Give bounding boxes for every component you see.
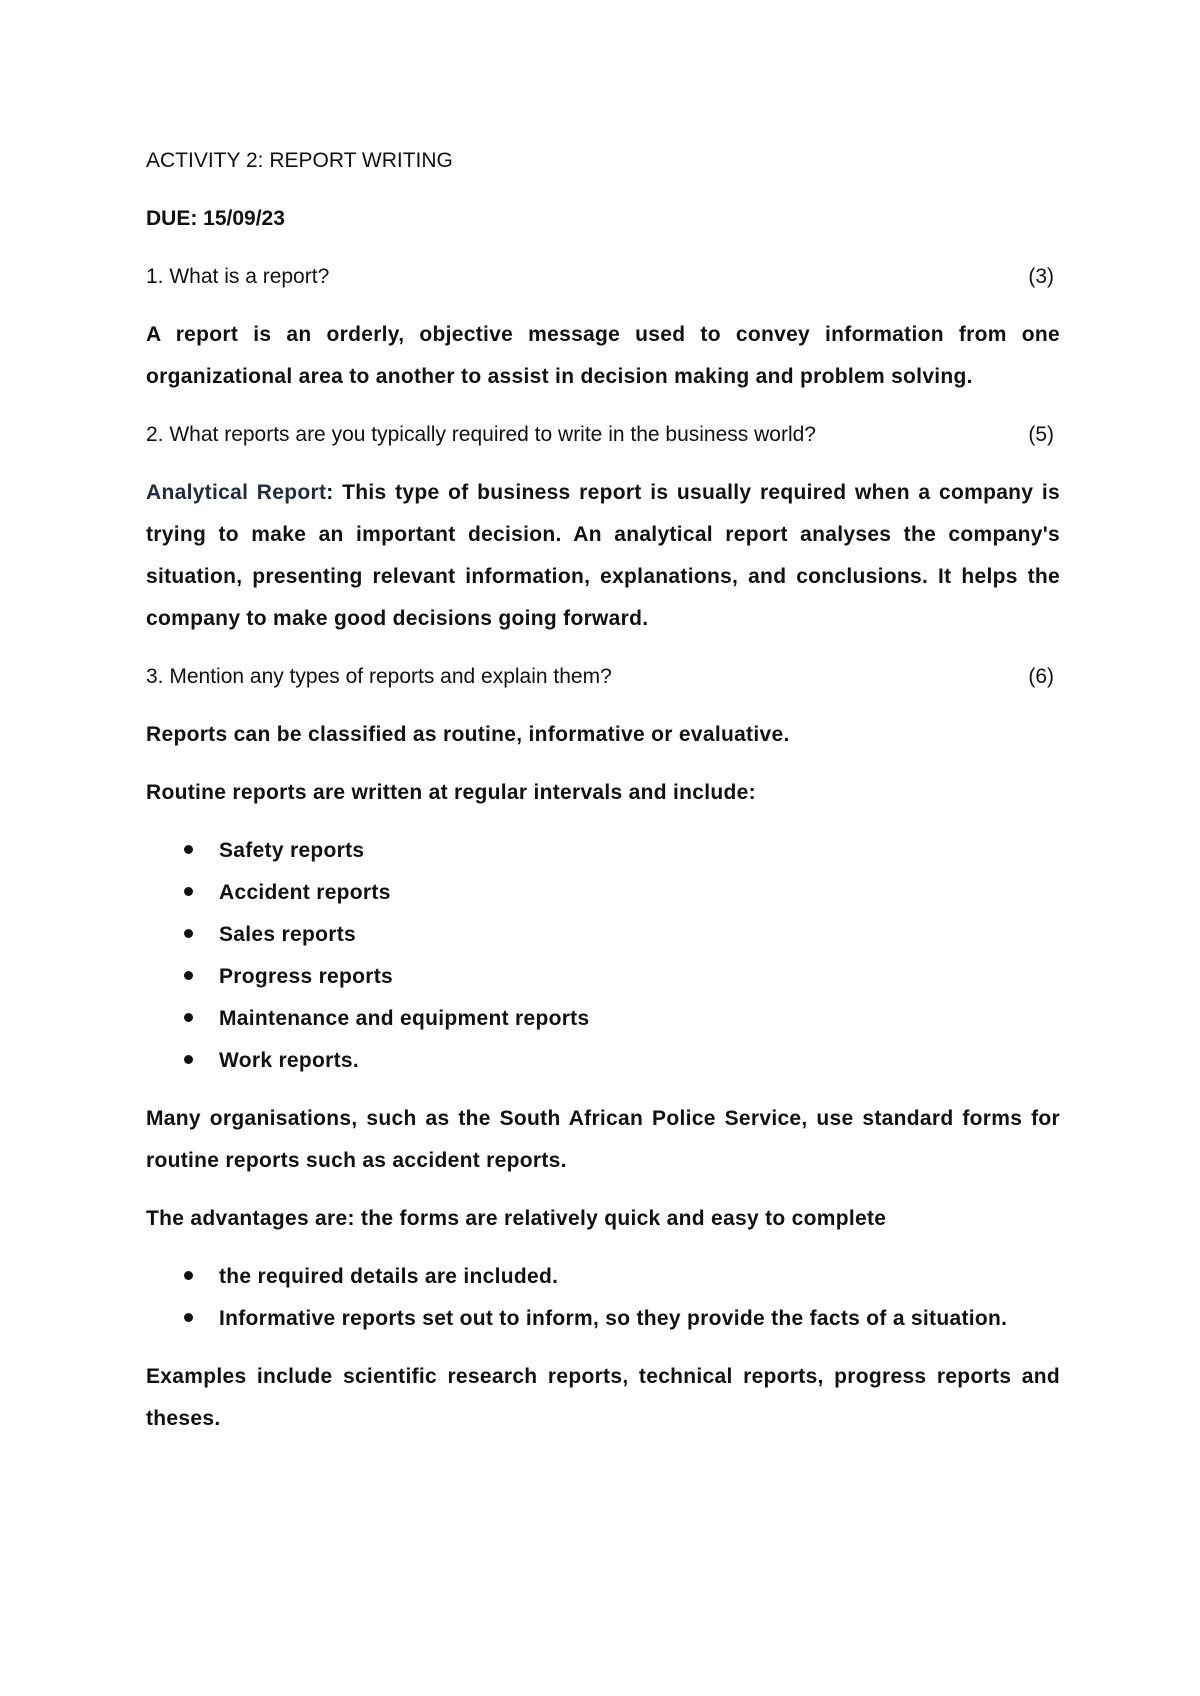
advantages-list [146,1256,1060,1340]
document-title: ACTIVITY 2: REPORT WRITING [146,149,453,172]
answer-2-body: : This type of business report is usually required when a company is trying to make an important decision. An analytical report analyses the company's situation, presenting relevant information, explanations, and conclusions. It helps the company to make good decisions going forward. [146,481,1060,630]
answer-3-standard-forms: Many organisations, such as the South African Police Service, use standard forms for routine reports such as accident reports. [146,1107,1060,1172]
list-item-text: Informative reports set out to inform, so they provide the facts of a situation. [219,1307,1008,1330]
list-item-text: Safety reports [219,839,365,862]
answer-3-routine-intro: Routine reports are written at regular intervals and include: [146,781,756,804]
answer-3-examples: Examples include scientific research reports, technical reports, progress reports and theses. [146,1365,1060,1430]
bullet-icon [184,1013,193,1022]
bullet-icon [184,887,193,896]
question-1-text: 1. What is a report? [146,265,330,288]
question-3-marks: (6) [1028,665,1054,688]
list-item [146,998,1060,1040]
list-item-text: the required details are included. [219,1265,559,1288]
bullet-icon [184,845,193,854]
answer-1: A report is an orderly, objective message used to convey information from one organizational area to another to assist in decision making and problem solving. [146,323,1060,388]
list-item [146,1256,1060,1298]
question-2-text: 2. What reports are you typically required to write in the business world? [146,423,816,446]
list-item [146,914,1060,956]
answer-3-classification: Reports can be classified as routine, informative or evaluative. [146,723,790,746]
answer-2-term: Analytical Report [146,481,327,504]
question-3 [146,656,1060,698]
answer-3-advantages: The advantages are: the forms are relatively quick and easy to complete [146,1207,887,1230]
document-page [146,140,1060,1440]
question-1-marks: (3) [1028,265,1054,288]
routine-report-list [146,830,1060,1082]
list-item-text: Sales reports [219,923,356,946]
list-item [146,1040,1060,1082]
question-3-text: 3. Mention any types of reports and explain them? [146,665,612,688]
question-2-marks: (5) [1028,423,1054,446]
due-date: DUE: 15/09/23 [146,207,285,230]
list-item [146,830,1060,872]
list-item-text: Work reports. [219,1049,360,1072]
bullet-icon [184,971,193,980]
question-2 [146,414,1060,456]
list-item [146,872,1060,914]
list-item [146,956,1060,998]
list-item-text: Accident reports [219,881,391,904]
list-item [146,1298,1060,1340]
bullet-icon [184,1313,193,1322]
list-item-text: Progress reports [219,965,394,988]
answer-2 [146,472,1060,640]
bullet-icon [184,1271,193,1280]
bullet-icon [184,1055,193,1064]
question-1 [146,256,1060,298]
list-item-text: Maintenance and equipment reports [219,1007,590,1030]
bullet-icon [184,929,193,938]
